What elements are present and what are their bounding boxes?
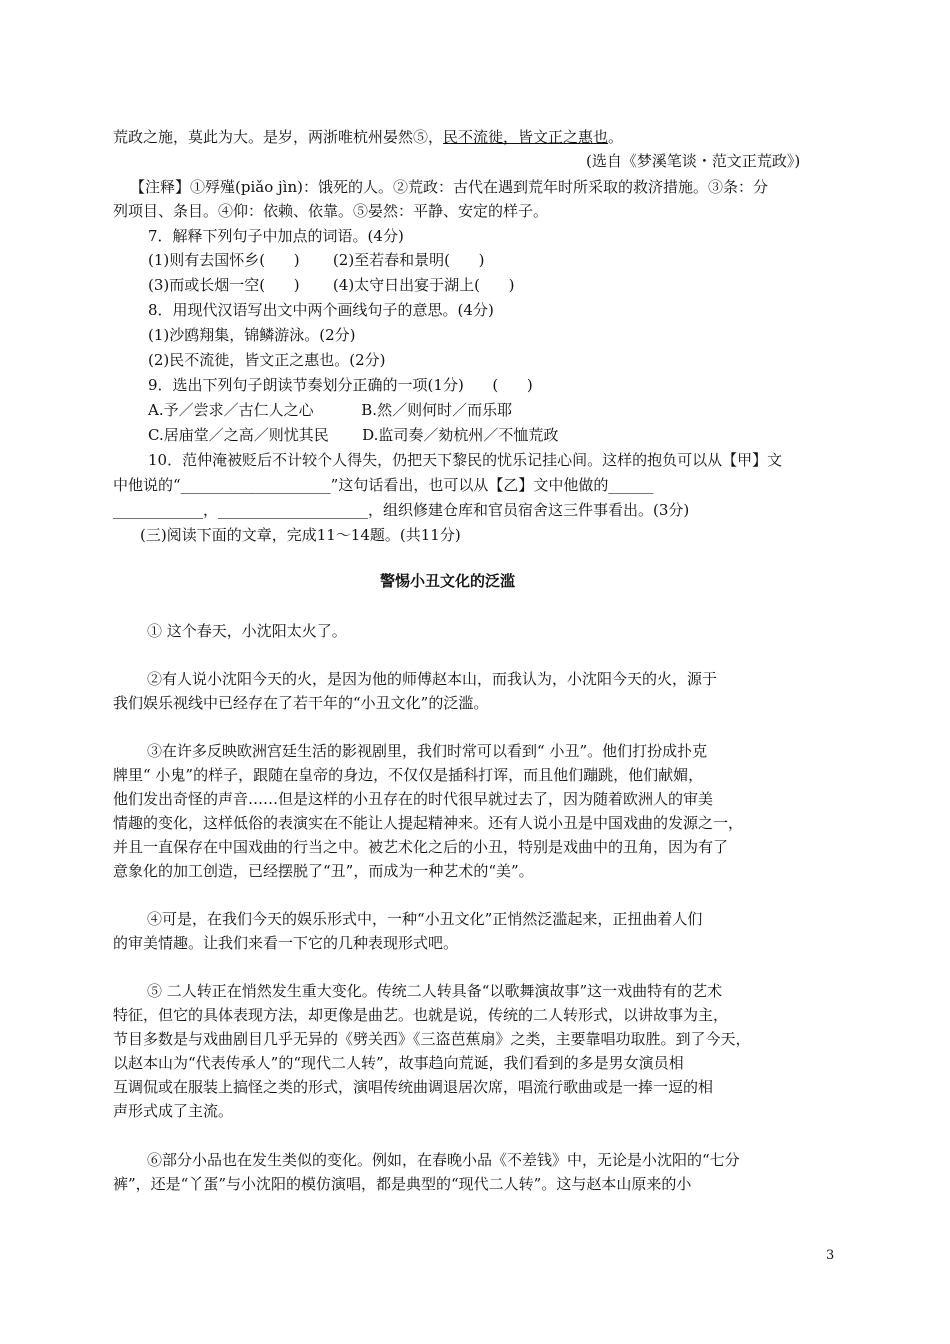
page-number: 3 — [826, 1248, 835, 1263]
underlined-sentence: 民不流徙，皆文正之惠也 — [443, 128, 609, 146]
paragraph-1: ① 这个春天，小沈阳太火了。 — [147, 622, 347, 640]
paragraph-6-line: ⑥部分小品也在发生类似的变化。例如，在春晚小品《不差钱》中，无论是小沈阳的“七分 — [147, 1151, 740, 1169]
paragraph-3-line: 意象化的加工创造，已经摆脱了“丑”，而成为一种艺术的“美”。 — [113, 862, 534, 880]
question-9-options-2: C.居庙堂／之高／则忧其民 D.监司奏／劾杭州／不恤荒政 — [148, 426, 559, 444]
question-9-options-1: A.予／尝求／古仁人之心 B.然／则何时／而乐耶 — [148, 401, 513, 419]
paragraph-3-line: 牌里“ 小鬼”的样子，跟随在皇帝的身边，不仅仅是插科打诨，而且他们蹦跳，他们献媚， — [113, 766, 704, 784]
paragraph-4-line: ④可是，在我们今天的娱乐形式中，一种“小丑文化”正悄然泛滥起来，正扭曲着人们 — [147, 910, 703, 928]
question-8-sentence-1: (1)沙鸥翔集，锦鳞游泳。(2分) — [148, 326, 356, 344]
question-10-line-3: ____________，____________________，组织修建仓库和官员宿舍这三件事看出。(3分) — [113, 501, 690, 519]
question-9-stem: 9．选出下列句子朗读节奏划分正确的一项(1分) ( ) — [148, 376, 533, 394]
notes-line-2: 列项目、条目。④仰：依赖、依靠。⑤晏然：平静、安定的样子。 — [113, 202, 549, 220]
paragraph-3-line: 他们发出奇怪的声音……但是这样的小丑存在的时代很早就过去了，因为随着欧洲人的审美 — [113, 790, 714, 808]
notes-line-1: 【注释】①殍殣(piǎo jìn)：饿死的人。②荒政：古代在遇到荒年时所采取的救济措施。③条：分 — [130, 178, 768, 196]
question-10-line-1: 10．范仲淹被贬后不计较个人得失，仍把天下黎民的忧乐记挂心间。这样的抱负可以从【甲】文 — [148, 451, 783, 469]
paragraph-2-line: ②有人说小沈阳今天的火，是因为他的师傅赵本山，而我认为，小沈阳今天的火，源于 — [147, 670, 718, 688]
paragraph-5-line: 互调侃或在服装上搞怪之类的形式，演唱传统曲调退居次席，唱流行歌曲或是一捧一逗的相 — [113, 1078, 714, 1096]
text-span: 荒政之施，莫此为大。是岁，两浙唯杭州晏然⑤， — [113, 128, 444, 146]
paragraph-5-line: 声形式成了主流。 — [113, 1102, 234, 1120]
paragraph-5-line: 特征，但它的具体表现方法，却更像是曲艺。也就是说，传统的二人转形式，以讲故事为主， — [113, 1006, 729, 1024]
paragraph-5-line: ⑤ 二人转正在悄然发生重大变化。传统二人转具备“以歌舞演故事”这一戏曲特有的艺术 — [147, 982, 723, 1000]
question-7-row-2: (3)而或长烟一空( ) (4)太守日出宴于湖上( ) — [148, 276, 515, 294]
paragraph-4-line: 的审美情趣。让我们来看一下它的几种表现形式吧。 — [113, 934, 459, 952]
question-7-row-1: (1)则有去国怀乡( ) (2)至若春和景明( ) — [148, 251, 485, 269]
question-10-line-2: 中他说的“____________________”这句话看出，也可以从【乙】文中他做的______ — [113, 476, 654, 494]
paragraph-2-line: 我们娱乐视线中已经存在了若干年的“小丑文化”的泛滥。 — [113, 694, 489, 712]
paragraph-5-line: 以赵本山为“代表传承人”的“现代二人转”，故事趋向荒诞，我们看到的多是男女演员相 — [113, 1054, 684, 1072]
question-8-sentence-2: (2)民不流徙，皆文正之惠也。(2分) — [148, 351, 386, 369]
article-title: 警惕小丑文化的泛滥 — [380, 572, 516, 590]
paragraph-3-line: ③在许多反映欧洲宫廷生活的影视剧里，我们时常可以看到“ 小丑”。他们打扮成扑克 — [147, 742, 708, 760]
paragraph-6-line: 裤”，还是“丫蛋”与小沈阳的模仿演唱，都是典型的“现代二人转”。这与赵本山原来的小 — [113, 1175, 692, 1193]
paragraph-3-line: 情趣的变化，这样低俗的表演实在不能让人提起精神来。还有人说小丑是中国戏曲的发源之一， — [113, 814, 744, 832]
paragraph-3-line: 并且一直保存在中国戏曲的行当之中。被艺术化之后的小丑，特别是戏曲中的丑角，因为有了 — [113, 838, 729, 856]
section-3-heading: (三)阅读下面的文章，完成11～14题。(共11分) — [140, 526, 461, 544]
top-paragraph-line — [113, 127, 623, 147]
question-8-stem: 8．用现代汉语写出文中两个画线句子的意思。(4分) — [148, 301, 494, 319]
text-span: 。 — [608, 128, 624, 146]
paragraph-5-line: 节目多数是与戏曲剧目几乎无异的《劈关西》《三盗芭蕉扇》之类，主要靠唱功取胜。到了今天， — [113, 1030, 751, 1048]
question-7-stem: 7．解释下列句子中加点的词语。(4分) — [148, 227, 404, 245]
source-citation: (选自《梦溪笔谈・范文正荒政》) — [586, 152, 801, 170]
